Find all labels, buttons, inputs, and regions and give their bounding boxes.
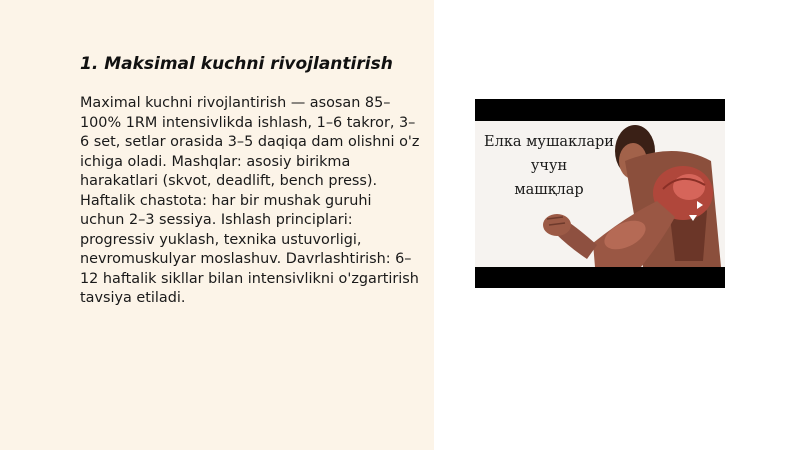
caption-line: машқлар	[514, 182, 584, 198]
slide-body-text: Maximal kuchni rivojlantirish — asosan 85–100% 1RM intensivlikda ishlash, 1–6 takror, 3–6 set, setlar orasida 3–5 daqiqa dam olishni o'z ichiga oladi. Mashqlar: asosiy birikma harakatlari (skvot, deadlift, bench press). Haftalik chastota: har bir mushak guruhi uchun 2–3 sessiya. Ishlash principlari: progressiv yuklash, texnika ustuvorligi, nevromuskulyar moslashuv. Davrlashtirish: 6–12 haftalik sikllar bilan intensivlikni o'zgartirish tavsiya etiladi.	[80, 95, 420, 306]
shoulder-exercise-image	[475, 99, 725, 288]
image-caption	[483, 130, 615, 202]
caption-line: учун	[530, 158, 568, 174]
caption-line: Елка мушаклари	[484, 134, 614, 150]
image-content	[475, 121, 725, 267]
slide-heading: 1. Maksimal kuchni rivojlantirish	[80, 54, 393, 74]
